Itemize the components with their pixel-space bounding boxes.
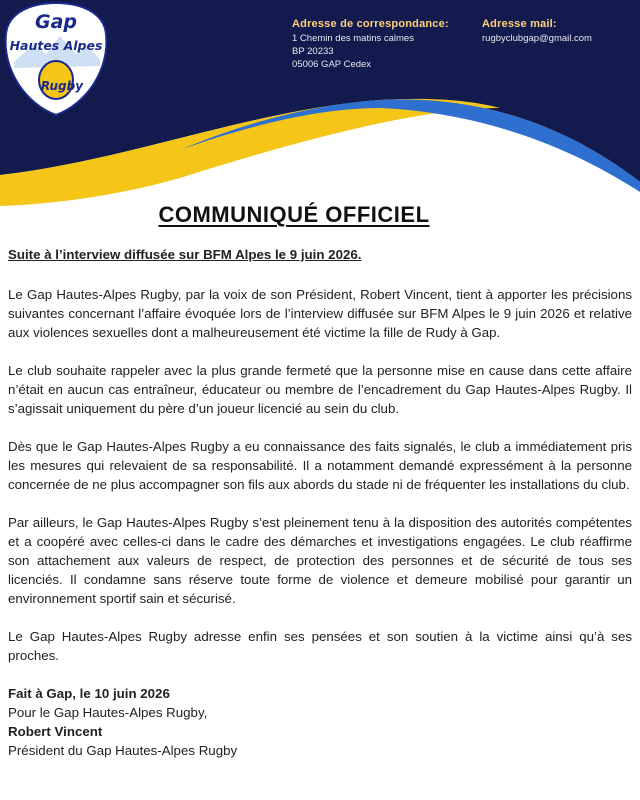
letterhead [0, 0, 640, 210]
mail-address[interactable]: rugbyclubgap@gmail.com [482, 33, 592, 44]
correspondence-address [292, 18, 449, 71]
address-line: 1 Chemin des matins calmes [292, 33, 414, 44]
signature-place-date: Fait à Gap, le 10 juin 2026 [8, 686, 170, 701]
signature-block [8, 684, 632, 760]
body-paragraph: Dès que le Gap Hautes-Alpes Rugby a eu connaissance des faits signalés, le club a immédiatement pris les mesures qui relevaient de sa responsabilité. Il a notamment demandé expressément à la personne concernée de ne plus accompagner son fils aux abords du stade ni de fréquenter les installations du club. [8, 439, 632, 492]
mail-label: Adresse mail: [482, 18, 557, 30]
logo-text-region: Hautes Alpes [9, 38, 103, 53]
document-subtitle: Suite à l’interview diffusée sur BFM Alpes le 9 juin 2026. [8, 247, 362, 262]
logo-text-rugby: Rugby [40, 79, 84, 93]
document-body [8, 245, 632, 760]
address-label: Adresse de correspondance: [292, 18, 449, 30]
body-paragraph: Le Gap Hautes-Alpes Rugby adresse enfin ses pensées et son soutien à la victime ainsi qu’à ses proches. [8, 629, 632, 663]
body-paragraph: Le Gap Hautes-Alpes Rugby, par la voix de son Président, Robert Vincent, tient à apporter les précisions suivantes concernant l’affaire évoquée lors de l’interview diffusée sur BFM Alpes le 9 juin 2026 et relative aux violences sexuelles dont a malheureusement été victime la fille de Rudy à Gap. [8, 287, 632, 340]
address-line: 05006 GAP Cedex [292, 59, 372, 70]
signature-on-behalf: Pour le Gap Hautes-Alpes Rugby, [8, 705, 208, 720]
body-paragraph: Par ailleurs, le Gap Hautes-Alpes Rugby s’est pleinement tenu à la disposition des autorités compétentes et a coopéré avec celles-ci dans le cadre des démarches et investigations engagées. Le club réaffirme son attachement aux valeurs de respect, de protection des personnes et de sécurité de tous ses licenciés. Il condamne sans réserve toute forme de violence et demeure mobilisé pour garantir un environnement sportif sain et sécurisé. [8, 515, 632, 606]
club-logo [0, 0, 112, 118]
address-line: BP 20233 [292, 46, 334, 57]
signature-role: Président du Gap Hautes-Alpes Rugby [8, 743, 238, 758]
logo-text-gap: Gap [34, 11, 78, 33]
mail-block [482, 18, 592, 45]
document-title: COMMUNIQUÉ OFFICIEL [158, 202, 430, 227]
body-paragraph: Le club souhaite rappeler avec la plus grande fermeté que la personne mise en cause dans cette affaire n’était en aucun cas entraîneur, éducateur ou membre de l’encadrement du Gap Hautes-Alpes Rugby. Il s’agissait uniquement du père d’un joueur licencié au sein du club. [8, 363, 632, 416]
signature-name: Robert Vincent [8, 724, 103, 739]
